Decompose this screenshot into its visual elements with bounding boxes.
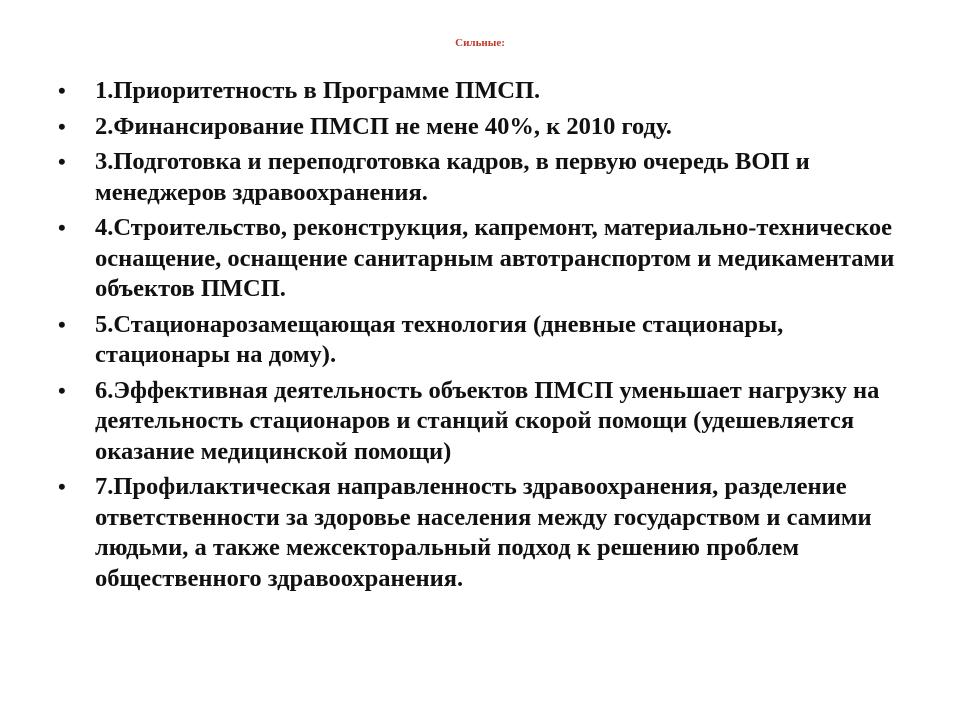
list-item-text: 7.Профилактическая направленность здравоохранения, разделение ответственности за здоровье населения между государством и самими людьми, а также межсекторальный подход к решению проблем общественного здравоохранения. bbox=[95, 473, 872, 592]
list-item bbox=[58, 376, 908, 468]
list-item bbox=[58, 472, 908, 594]
bullet-icon: • bbox=[58, 78, 66, 103]
bullet-icon: • bbox=[58, 377, 66, 403]
bullet-icon: • bbox=[58, 113, 66, 139]
list-item bbox=[58, 310, 908, 371]
list-item bbox=[58, 112, 908, 143]
list-item-text: 5.Стационарозамещающая технология (дневные стационары, стационары на дому). bbox=[95, 310, 784, 368]
bullet-icon: • bbox=[58, 215, 66, 240]
slide-title: Сильные: bbox=[455, 37, 505, 49]
bullet-icon: • bbox=[58, 474, 66, 499]
bullet-icon: • bbox=[58, 311, 66, 337]
list-item-text: 6.Эффективная деятельность объектов ПМСП уменьшает нагрузку на деятельность стационаров и станций скорой помощи (удешевляется оказание медицинской помощи) bbox=[95, 376, 880, 465]
bullet-list bbox=[58, 76, 908, 599]
list-item-text: 3.Подготовка и переподготовка кадров, в первую очередь ВОП и менеджеров здравоохранения. bbox=[95, 148, 810, 206]
list-item bbox=[58, 213, 908, 305]
list-item-text: 2.Финансирование ПМСП не мене 40%, к 2010 году. bbox=[95, 112, 672, 140]
list-item bbox=[58, 76, 908, 107]
list-item-text: 1.Приоритетность в Программе ПМСП. bbox=[95, 77, 541, 104]
list-item bbox=[58, 147, 908, 208]
list-item-text: 4.Строительство, реконструкция, капремонт, материально-техническое оснащение, оснащение санитарным автотранспортом и медикаментами объектов ПМСП. bbox=[95, 214, 895, 302]
bullet-icon: • bbox=[58, 149, 66, 174]
